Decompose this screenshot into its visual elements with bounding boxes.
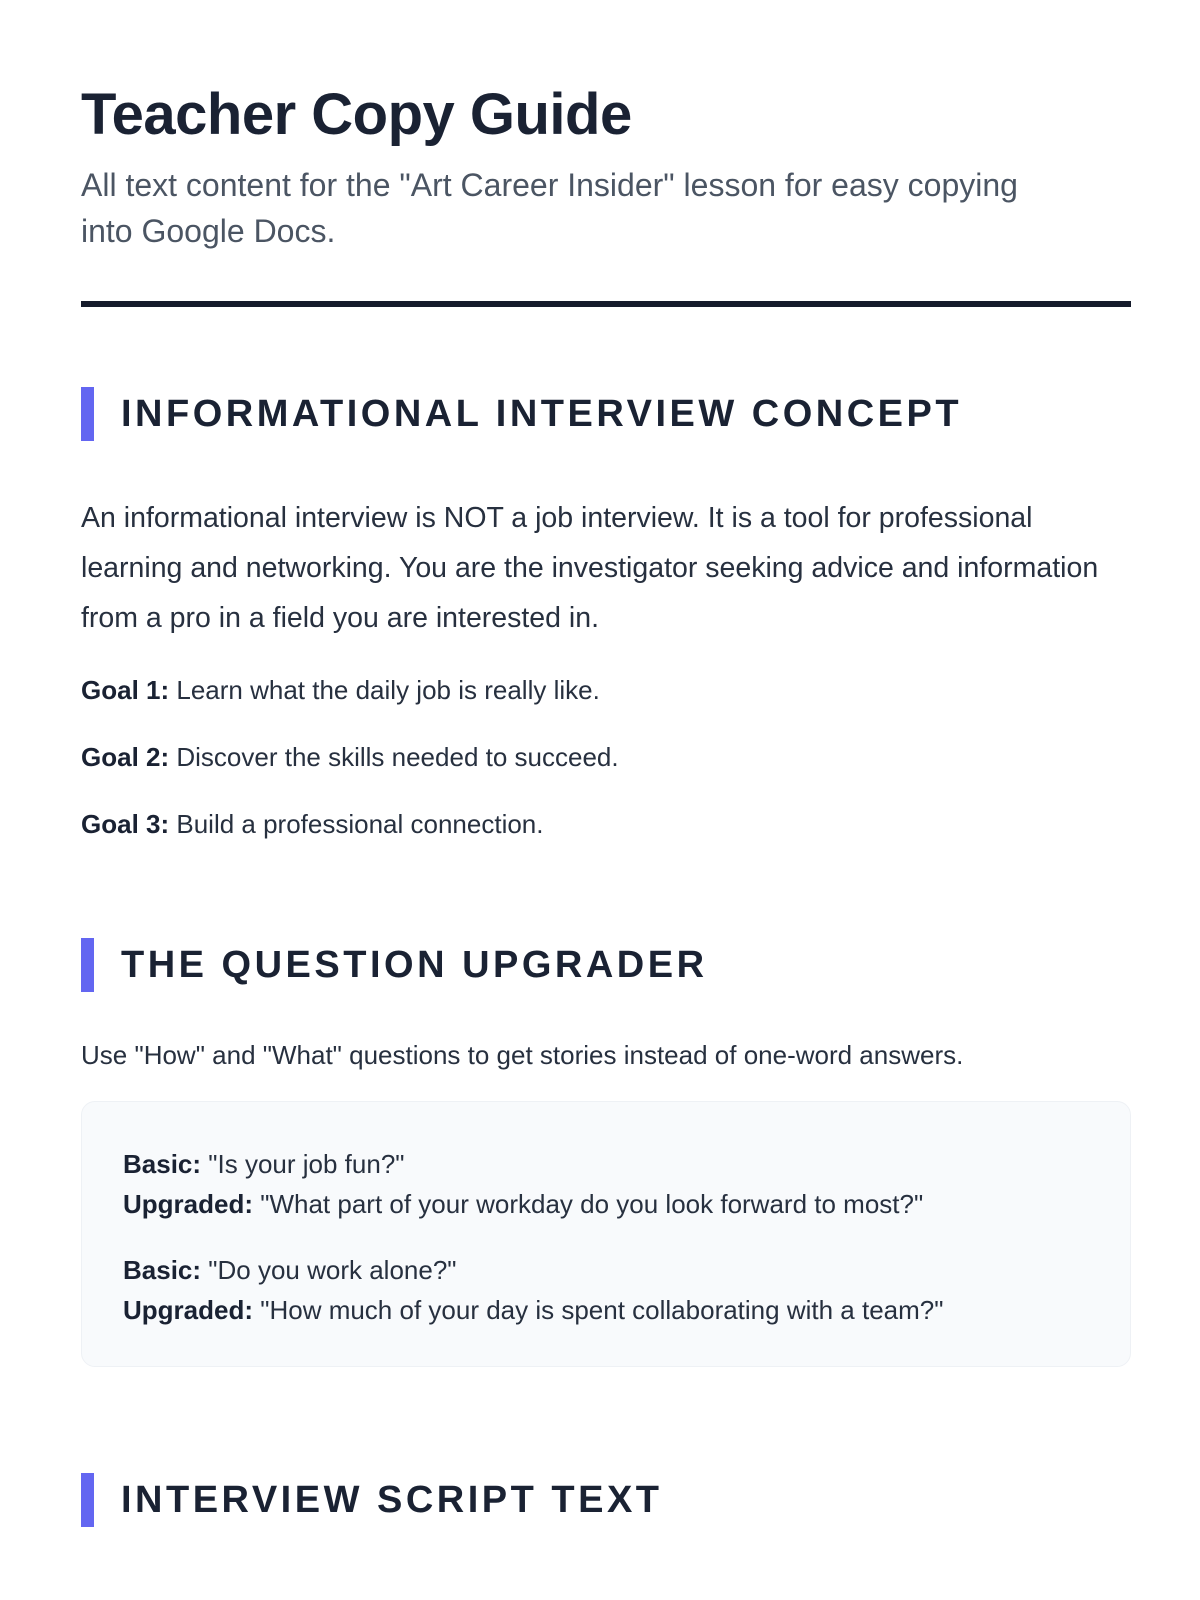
goal-item: [81, 673, 1119, 707]
goals-list: [81, 673, 1119, 841]
goal-text: Learn what the daily job is really like.: [169, 674, 600, 705]
basic-question: [123, 1250, 1089, 1290]
goal-item: [81, 740, 1119, 774]
question-examples-box: [81, 1101, 1131, 1367]
upgraded-text: "How much of your day is spent collaborating with a team?": [253, 1294, 944, 1325]
question-example: [123, 1144, 1089, 1224]
section-heading-informational-interview: [81, 387, 1119, 441]
page-subtitle: All text content for the "Art Career Insider" lesson for easy copying into Google Docs.: [81, 167, 1018, 250]
upgraded-text: "What part of your workday do you look forward to most?": [253, 1188, 924, 1219]
basic-text: "Do you work alone?": [201, 1254, 457, 1285]
section-intro-paragraph: Use "How" and "What" questions to get stories instead of one-word answers.: [81, 1039, 964, 1070]
header-divider: [81, 301, 1131, 307]
section-accent-bar: [81, 1473, 94, 1527]
section-accent-bar: [81, 387, 94, 441]
goal-label: Goal 3:: [81, 808, 170, 839]
section-heading-question-upgrader: [81, 938, 1119, 992]
upgraded-label: Upgraded:: [123, 1294, 253, 1325]
section-heading-interview-script: [81, 1473, 1119, 1527]
goal-label: Goal 2:: [81, 741, 170, 772]
page-title: Teacher Copy Guide: [81, 82, 632, 147]
goal-label: Goal 1:: [81, 674, 170, 705]
goal-text: Discover the skills needed to succeed.: [169, 741, 619, 772]
basic-label: Basic:: [123, 1148, 202, 1179]
upgraded-label: Upgraded:: [123, 1188, 253, 1219]
upgraded-question: [123, 1290, 1089, 1330]
goal-text: Build a professional connection.: [169, 808, 544, 839]
section-title: INFORMATIONAL INTERVIEW CONCEPT: [121, 392, 963, 435]
basic-question: [123, 1144, 1089, 1184]
section-title: THE QUESTION UPGRADER: [121, 943, 708, 986]
section-title: INTERVIEW SCRIPT TEXT: [121, 1478, 663, 1521]
basic-text: "Is your job fun?": [201, 1148, 405, 1179]
section-accent-bar: [81, 938, 94, 992]
upgraded-question: [123, 1184, 1089, 1224]
basic-label: Basic:: [123, 1254, 202, 1285]
question-example: [123, 1250, 1089, 1330]
goal-item: [81, 807, 1119, 841]
section-intro-paragraph: An informational interview is NOT a job interview. It is a tool for professional learning and networking. You are the investigator seeking advice and information from a pro in a field you are interested in.: [81, 501, 1099, 634]
